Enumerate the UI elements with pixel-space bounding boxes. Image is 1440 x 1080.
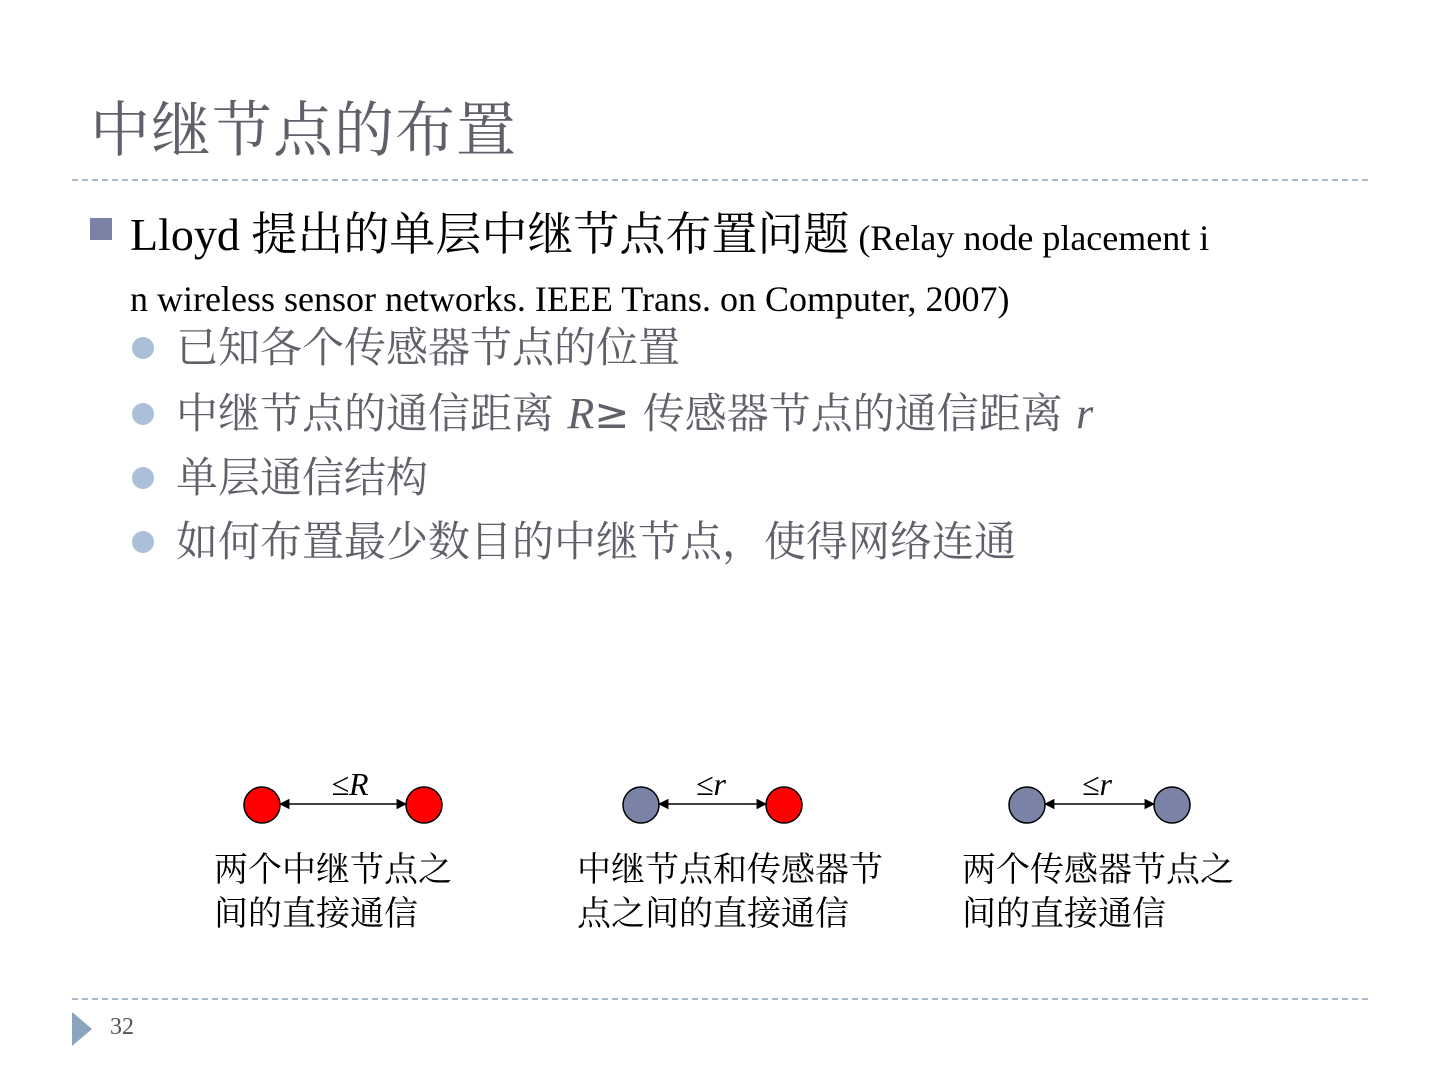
sensor-node [1154,787,1190,823]
sub-point-2-part-a: 中继节点的通信距离 [176,389,568,438]
caption-line: 间的直接通信 [962,894,1166,934]
relay-node [766,787,802,823]
caption-relay-sensor [577,848,883,936]
symbol-R: R [567,389,595,438]
main-point-ref-2: n wireless sensor networks. IEEE Trans. on Computer, 2007) [130,279,1010,319]
slide-title: 中继节点的布置 [90,96,517,166]
page-number: 32 [110,1014,134,1040]
sensor-node [1009,787,1045,823]
distance-label: ≤r [695,766,727,802]
triangle-arrow-icon [72,1012,92,1046]
sensor-node [623,787,659,823]
caption-relay-relay [214,848,452,936]
sub-point-3-text: 单层通信结构 [176,453,429,502]
distance-label: ≤r [1081,766,1113,802]
footer-divider [72,998,1368,1000]
caption-line: 点之间的直接通信 [577,894,849,934]
distance-label: ≤R [331,766,369,802]
sub-point-2-part-b: 传感器节点的通信距离 [642,389,1077,438]
caption-line: 间的直接通信 [214,894,418,934]
symbol-r: r [1076,389,1094,438]
sub-point-1-text: 已知各个传感器节点的位置 [176,323,681,372]
caption-line: 两个中继节点之 [214,850,452,890]
relay-node [406,787,442,823]
symbol-ge: ≥ [594,389,643,438]
main-point-prefix: Lloyd [130,209,252,260]
main-point-zh: 提出的单层中继节点布置问题 [251,207,850,261]
relay-node [244,787,280,823]
sub-point-4-text: 如何布置最少数目的中继节点，使得网络连通 [176,517,1017,566]
caption-line: 中继节点和传感器节 [577,850,883,890]
caption-line: 两个传感器节点之 [962,850,1234,890]
main-point-ref-1: (Relay node placement i [849,218,1210,258]
caption-sensor-sensor [962,848,1234,936]
